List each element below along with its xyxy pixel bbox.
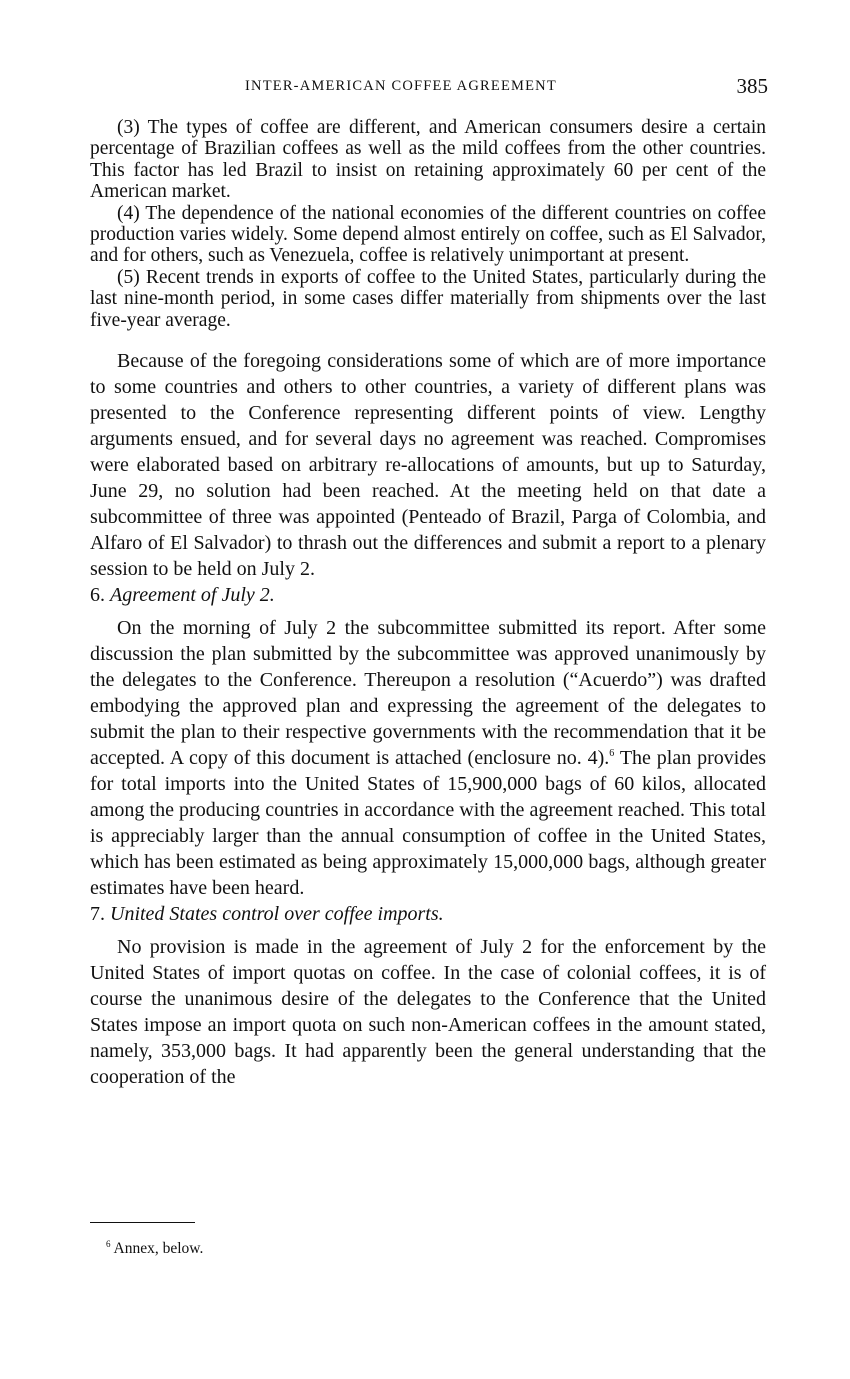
consideration-4: (4) The dependence of the national economies of the different countries on coffee production varies widely. Some depend almost entirely on coffee, such as El Salvador, and for others, such as Venezuela, coffee is relatively unimportant at present. — [90, 202, 766, 267]
consideration-5: (5) Recent trends in exports of coffee to the United States, particularly during the last nine-month period, in some cases differ materially from shipments over the last five-year average. — [90, 266, 766, 331]
section-6-text-b: The plan provides for total imports into the United States of 15,900,000 bags of 60 kilos, allocated among the producing countries in accordance with the agreement reached. This total is appreciably larger than the annual consumption of coffee in the United States, which has been estimated as being approximately 15,000,000 bags, although greater estimates have been heard. — [90, 747, 767, 900]
section-7-heading — [90, 901, 766, 927]
page-header — [90, 74, 768, 102]
consideration-3: (3) The types of coffee are different, and American consumers desire a certain percentage of Brazilian coffees as well as the mild coffees from the other countries. This factor has led Brazil to insist on retaining approximately 60 per cent of the American market. — [90, 117, 766, 203]
section-6-heading — [90, 582, 766, 608]
section-7-title: United States control over coffee imports. — [110, 903, 444, 926]
section-6-text-a: On the morning of July 2 the subcommittee submitted its report. After some discussion the plan submitted by the subcommittee was approved unanimously by the delegates to the Conference. Thereupon a resolution (“Acuerdo”) was drafted embodying the approved plan and expressing the agreement of the delegates to submit the plan to their respective governments with the recommendation that it be accepted. A copy of this document is attached (enclosure no. 4). — [90, 617, 766, 770]
running-head: INTER-AMERICAN COFFEE AGREEMENT — [245, 78, 557, 94]
page-number: 385 — [736, 74, 768, 98]
footnote — [106, 1240, 203, 1258]
footnote-rule — [90, 1222, 195, 1223]
footnote-reference: 6 — [609, 748, 615, 760]
section-7-number: 7. — [90, 903, 105, 926]
section-6-paragraph — [90, 615, 766, 901]
section-6-title: Agreement of July 2. — [110, 584, 275, 607]
page-body — [90, 117, 766, 1090]
section-7-paragraph: No provision is made in the agreement of July 2 for the enforcement by the United States of import quotas on coffee. In the case of colonial coffees, it is of course the unanimous desire of the delegates to the Conference that the United States impose an import quota on such non-American coffees in the amount stated, namely, 353,000 bags. It had apparently been the general understanding that the cooperation of the — [90, 936, 766, 1089]
footnote-marker: 6 — [106, 1239, 111, 1249]
foregoing-paragraph: Because of the foregoing considerations some of which are of more importance to some countries and others to other countries, a variety of different plans was presented to the Conference representing different points of view. Lengthy arguments ensued, and for several days no agreement was reached. Compromises were elaborated based on arbitrary re-allocations of amounts, but up to Saturday, June 29, no solution had been reached. At the meeting held on that date a subcommittee of three was appointed (Penteado of Brazil, Parga of Colombia, and Alfaro of El Salvador) to thrash out the differences and submit a report to a plenary session to be held on July 2. — [90, 350, 766, 581]
section-6-number: 6. — [90, 584, 105, 607]
footnote-text: Annex, below. — [113, 1240, 204, 1257]
